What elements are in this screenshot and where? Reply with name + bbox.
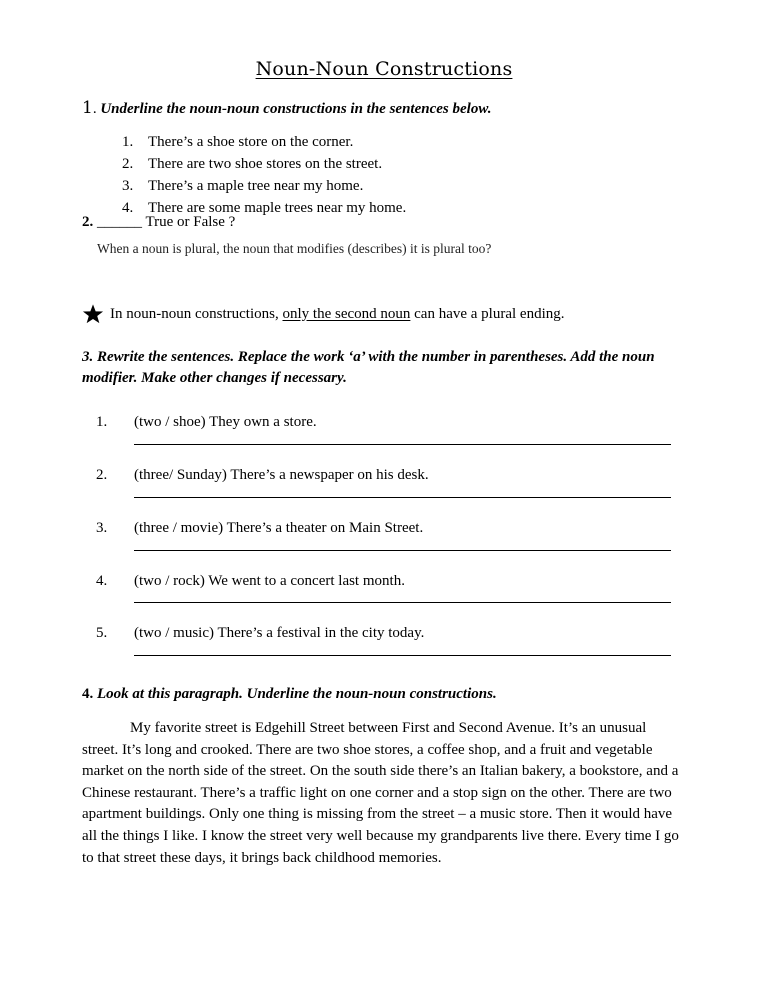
list-item: 5. (two / music) There’s a festival in the city today.	[96, 625, 425, 641]
section-4-number: 4.	[82, 686, 94, 702]
list-item: 4. (two / rock) We went to a concert last month.	[96, 573, 405, 589]
section-4-instruction: Look at this paragraph. Underline the noun-noun constructions.	[97, 686, 497, 702]
section-3-instruction: Rewrite the sentences. Replace the work ‘a’ with the number in parentheses. Add the noun modifier. Make other changes if necessary.	[82, 349, 655, 386]
note-emphasis: only the second noun	[282, 305, 411, 322]
list-item: 2. (three/ Sunday) There’s a newspaper on his desk.	[96, 467, 429, 483]
section-1-list	[122, 131, 406, 219]
answer-line[interactable]	[134, 497, 671, 498]
section-1-heading: 1. Underline the noun-noun constructions in the sentences below.	[82, 98, 492, 118]
answer-line[interactable]	[134, 444, 671, 445]
section-2-number: 2.	[82, 214, 94, 230]
section-4-paragraph: My favorite street is Edgehill Street between First and Second Avenue. It’s an unusual street. It’s long and crooked. There are two shoe stores, a coffee shop, and a fruit and vegetable market on the north side of the street. On the south side there’s an Italian bakery, a bookstore, and a Chinese restaurant. There’s a traffic light on one corner and a stop sign on the other. There are two apartment buildings. Only one thing is missing from the street – a music store. Then it would have all the things I like. I know the street very well because my grandparents live there. Every time I go to that street these days, it brings back childhood memories.	[82, 720, 679, 866]
list-item: 2. There are two shoe stores on the street.	[122, 156, 383, 172]
answer-line[interactable]	[134, 550, 671, 551]
answer-line[interactable]	[134, 602, 671, 603]
list-item: 3. (three / movie) There’s a theater on Main Street.	[96, 520, 424, 536]
section-2-heading	[82, 212, 235, 232]
section-2-label: True or False ?	[145, 214, 236, 230]
list-item: 3. There’s a maple tree near my home.	[122, 178, 364, 194]
list-item: 1. (two / shoe) They own a store.	[96, 414, 317, 430]
section-3-heading	[82, 347, 682, 389]
star-icon	[82, 303, 104, 325]
section-1-instruction: Underline the noun-noun constructions in the sentences below.	[100, 101, 492, 117]
list-item: 1. There’s a shoe store on the corner.	[122, 134, 354, 150]
section-2-question: When a noun is plural, the noun that modifies (describes) it is plural too?	[97, 241, 492, 256]
list-item: 4. There are some maple trees near my home.	[122, 200, 407, 216]
section-3-number: 3.	[82, 349, 94, 365]
section-4-heading	[82, 684, 497, 704]
answer-line[interactable]	[134, 655, 671, 656]
section-2-note: In noun-noun constructions, only the second noun can have a plural ending.	[82, 303, 565, 325]
section-1-number: 1	[82, 98, 93, 118]
page-title: Noun-Noun Constructions	[255, 58, 513, 80]
answer-blank[interactable]: ______	[97, 214, 142, 230]
